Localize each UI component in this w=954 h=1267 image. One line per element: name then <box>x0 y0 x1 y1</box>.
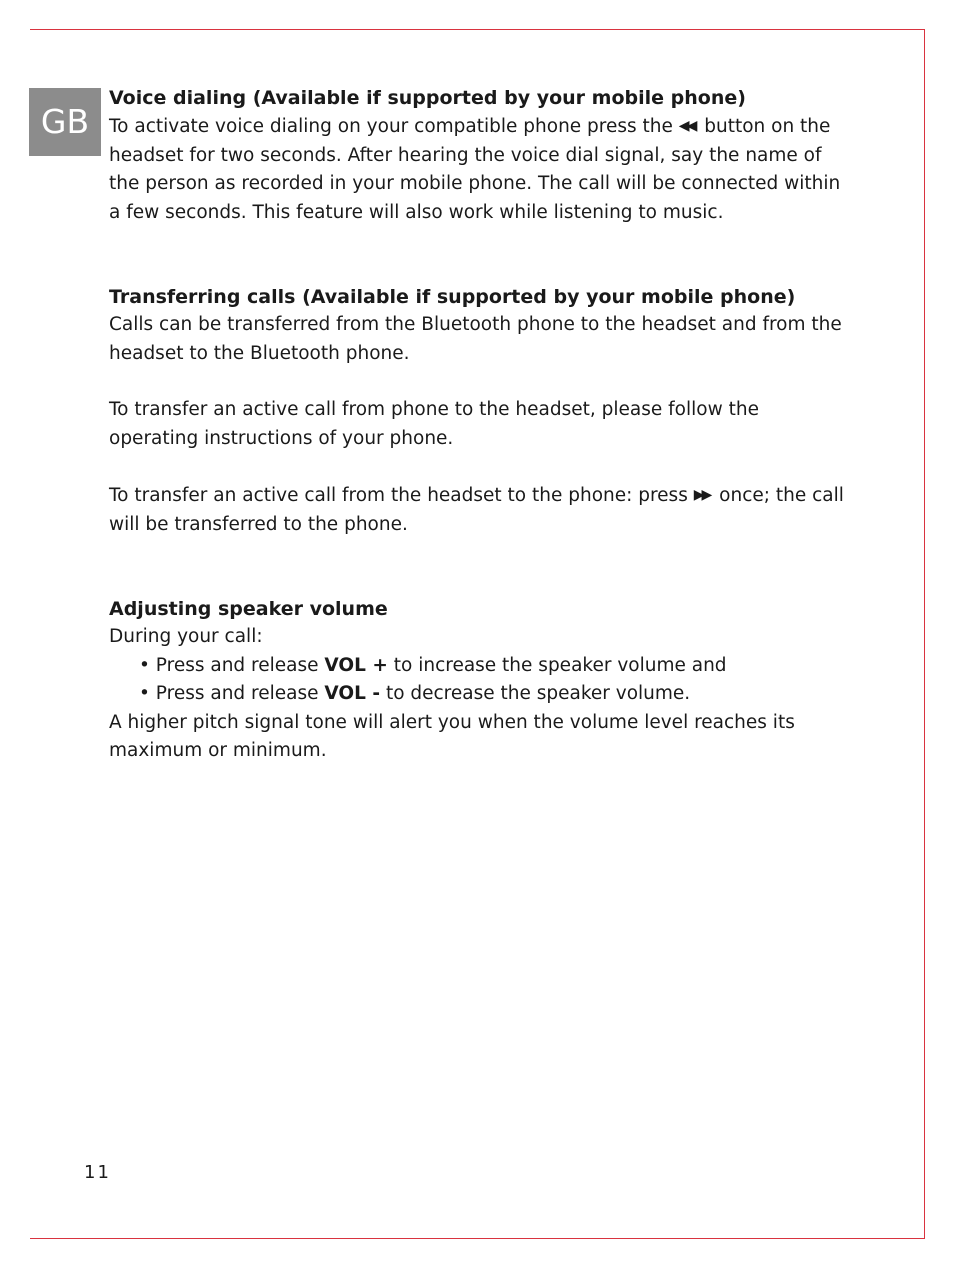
voice-dialing-text-after: button on the headset for two seconds. After hearing the voice dial signal, say the name of the person as recorded in your mobile phone. The call will be connected within a few seconds. This feature will also work while listening to music. <box>109 116 841 223</box>
page-content <box>109 84 849 766</box>
speaker-volume-intro: During your call: <box>109 626 263 647</box>
list-item <box>139 652 849 681</box>
transferring-calls-intro: Calls can be transferred from the Bluetooth phone to the headset and from the headset to the Bluetooth phone. <box>109 314 842 364</box>
voice-dialing-text-before: To activate voice dialing on your compatible phone press the <box>109 116 673 137</box>
volume-note: A higher pitch signal tone will alert you when the volume level reaches its maximum or minimum. <box>109 711 795 761</box>
rewind-icon: ◀◀ <box>678 118 695 134</box>
voice-dialing-heading: Voice dialing (Available if supported by your mobile phone) <box>109 87 746 109</box>
vol-up-key-label: VOL + <box>324 654 388 676</box>
speaker-volume-section <box>109 595 849 766</box>
list-item-suffix: to decrease the speaker volume. <box>385 683 691 704</box>
vol-down-key-label: VOL - <box>324 683 381 704</box>
fast-forward-icon: ▶▶ <box>693 487 710 503</box>
language-tab: GB <box>29 88 101 156</box>
page-border-bottom <box>30 1238 925 1239</box>
list-item-prefix: • Press and release <box>139 654 319 676</box>
transferring-calls-heading: Transferring calls (Available if supported by your mobile phone) <box>109 286 796 308</box>
headset-to-phone-text-after: once; the call will be transferred to the phone. <box>109 485 844 535</box>
list-item <box>139 680 849 709</box>
voice-dialing-section <box>109 84 849 227</box>
volume-instructions-list <box>109 652 849 709</box>
list-item-suffix: to increase the speaker volume and <box>393 654 727 676</box>
page-border-top <box>30 29 925 30</box>
page-border-right <box>924 29 925 1239</box>
headset-to-phone-paragraph <box>109 481 849 539</box>
page-number: 11 <box>84 1162 111 1183</box>
list-item-prefix: • Press and release <box>139 683 319 704</box>
transferring-calls-section <box>109 283 849 539</box>
voice-dialing-paragraph <box>109 112 849 227</box>
headset-to-phone-text-before: To transfer an active call from the headset to the phone: press <box>109 485 688 506</box>
phone-to-headset-text: To transfer an active call from phone to the headset, please follow the operating instructions of your phone. <box>109 399 759 449</box>
speaker-volume-heading: Adjusting speaker volume <box>109 598 388 620</box>
